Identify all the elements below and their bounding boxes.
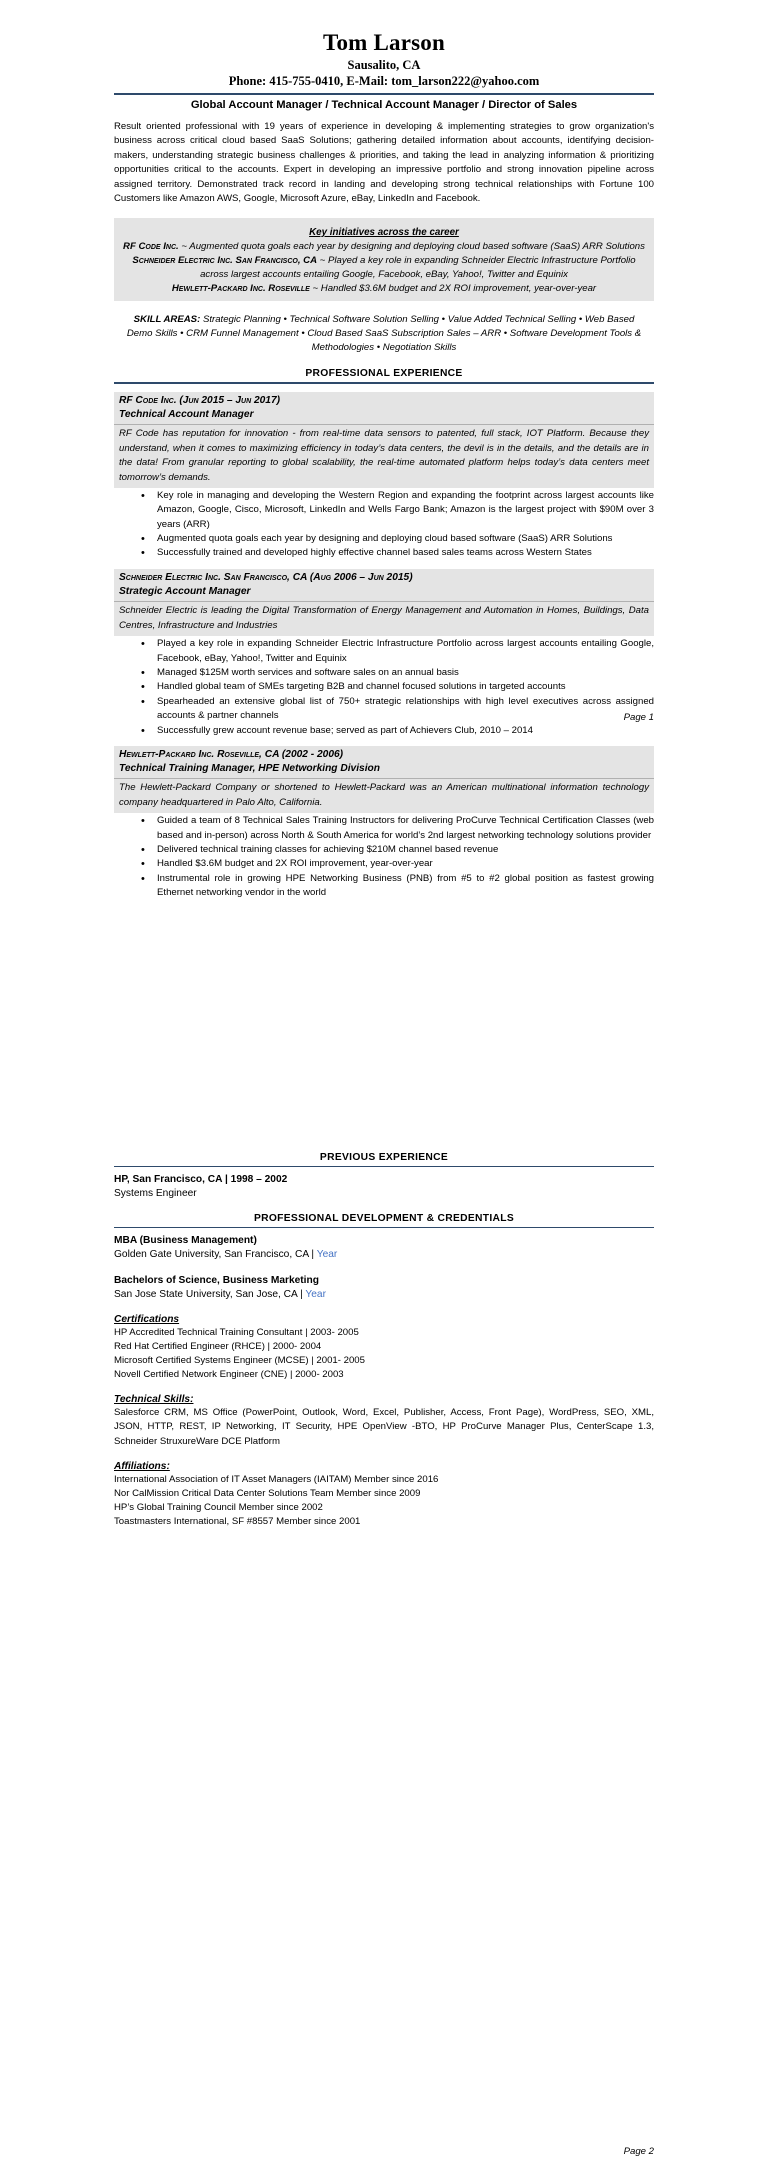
job-entry	[114, 569, 654, 738]
technical-skills-text: Salesforce CRM, MS Office (PowerPoint, Outlook, Word, Excel, Publisher, Access, Front Page), WordPress, SEO, XML, JSON, HTTP, REST, IP Networking, IT Security, HPE OpenView -BTO, HP ProCurve Manager Plus, CenterScape 1.3, Schneider StruxureWare DCE Platform	[114, 1406, 654, 1447]
affiliation-item: International Association of IT Asset Managers (IAITAM) Member since 2016	[114, 1474, 439, 1486]
education-entry	[114, 1234, 654, 1263]
certification-item: Novell Certified Network Engineer (CNE) | 2000- 2003	[114, 1369, 344, 1380]
job-role: Technical Account Manager	[119, 408, 254, 420]
job-description: RF Code has reputation for innovation - from real-time data sensors to patented, full stack, IOT Platform. Because they understand, when it comes to maximizing efficiency in today’s data centers, the devil is in the details, and the details are in the data! From granular reporting to global scalability, the real-time automated platform helps today’s data centers meet tomorrow’s demands.	[114, 425, 654, 488]
job-company: Schneider Electric Inc. San Francisco, CA (Aug 2006 – Jun 2015)	[119, 571, 413, 583]
certification-item: HP Accredited Technical Training Consultant | 2003- 2005	[114, 1327, 359, 1339]
key-initiative-text: ~ Augmented quota goals each year by designing and deploying cloud based software (SaaS) ARR Solutions	[178, 241, 645, 253]
job-bullets	[114, 489, 654, 561]
professional-summary: Result oriented professional with 19 years of experience in developing & implementing strategies to grow organization's business across critical cloud based SaaS Solutions; gathering detailed information about accounts, identifying decision-makers, understanding strategic business challenges & priorities, and taking the lead in analyzing information & prioritizing opportunities critical to the accounts. Expert in developing an impressive portfolio and strong innovation pipeline across assigned territory. Demonstrated track record in landing and developing strong technical relationships with Fortune 100 Customers like Amazon AWS, Google, Microsoft Azure, eBay, LinkedIn and Facebook.	[114, 120, 654, 205]
section-divider	[114, 382, 654, 384]
candidate-headline: Global Account Manager / Technical Account Manager / Director of Sales	[190, 99, 578, 111]
job-bullets	[114, 637, 654, 738]
affiliations-list	[114, 1473, 654, 1529]
education-school	[114, 1288, 654, 1302]
section-title-professional-development: PROFESSIONAL DEVELOPMENT & CREDENTIALS	[253, 1213, 515, 1225]
page-number-2: Page 2	[623, 2146, 654, 2157]
candidate-location: Sausalito, CA	[347, 57, 421, 72]
job-bullet: • Managed $125M worth services and software sales on an annual basis	[141, 666, 654, 680]
job-bullet: • Spearheaded an extensive global list of 750+ strategic relationships with high level executives across assigned accounts & partner channels	[141, 695, 654, 724]
candidate-contact: Phone: 415-755-0410, E-Mail: tom_larson222@yahoo.com	[228, 74, 540, 89]
candidate-name: Tom Larson	[323, 30, 445, 55]
job-header	[114, 392, 654, 425]
page-number-1: Page 1	[623, 712, 654, 723]
key-initiative-text: ~ Handled $3.6M budget and 2X ROI improvement, year-over-year	[309, 282, 597, 294]
resume-page-2	[0, 1086, 768, 2172]
job-company: RF Code Inc. (Jun 2015 – Jun 2017)	[119, 394, 281, 406]
key-initiative-company: RF Code Inc.	[123, 241, 179, 253]
job-bullet: • Played a key role in expanding Schneider Electric Infrastructure Portfolio across largest accounts entailing Google, Facebook, eBay, Yahoo!, Twitter and Equinix	[141, 637, 654, 666]
job-entry	[114, 746, 654, 901]
key-initiatives-box	[114, 218, 654, 301]
job-bullet: • Augmented quota goals each year by designing and deploying cloud based software (SaaS) ARR Solutions	[141, 532, 654, 546]
job-header	[114, 569, 654, 602]
previous-job-role: Systems Engineer	[114, 1188, 197, 1200]
job-bullets	[114, 814, 654, 900]
education-degree: Bachelors of Science, Business Marketing	[114, 1274, 319, 1286]
skill-areas-text: Strategic Planning • Technical Software Solution Selling • Value Added Technical Selling • Web Based Demo Skills • CRM Funnel Management • Cloud Based SaaS Subscription Sales – ARR • Software Development Tools & Methodologies • Negotiation Skills	[126, 313, 642, 354]
education-school	[114, 1248, 654, 1262]
certification-item: Red Hat Certified Engineer (RHCE) | 2000- 2004	[114, 1341, 322, 1353]
education-school-text: Golden Gate University, San Francisco, CA |	[114, 1249, 317, 1261]
job-description: Schneider Electric is leading the Digital Transformation of Energy Management and Automation in Homes, Buildings, Data Centres, Infrastructure and Industries	[114, 602, 654, 636]
job-bullet: • Guided a team of 8 Technical Sales Training Instructors for delivering ProCurve Technical Certification Classes (web based and in-person) across North & South America for world’s 2nd largest networking technology solutions provider	[141, 814, 654, 843]
previous-experience-entry	[114, 1173, 654, 1201]
certification-item: Microsoft Certified Systems Engineer (MCSE) | 2001- 2005	[114, 1355, 365, 1367]
job-description: The Hewlett-Packard Company or shortened to Hewlett-Packard was an American multinational information technology company headquartered in Palo Alto, California.	[114, 779, 654, 813]
section-divider	[114, 1227, 654, 1228]
job-bullet: • Successfully trained and developed highly effective channel based sales teams across Western States	[141, 546, 654, 560]
section-divider	[114, 1166, 654, 1167]
job-role: Strategic Account Manager	[119, 585, 251, 597]
affiliation-item: Nor CalMission Critical Data Center Solutions Team Member since 2009	[114, 1487, 421, 1499]
key-initiatives-title: Key initiatives across the career	[309, 227, 459, 239]
education-year: Year	[316, 1249, 338, 1261]
key-initiative-item	[120, 254, 648, 282]
job-bullet: • Successfully grew account revenue base; served as part of Achievers Club, 2010 – 2014	[141, 724, 654, 738]
education-entry	[114, 1274, 654, 1303]
job-bullet: • Handled global team of SMEs targeting B2B and channel focused solutions in targeted accounts	[141, 680, 654, 694]
section-title-professional-experience: PROFESSIONAL EXPERIENCE	[305, 367, 463, 379]
affiliation-item: Toastmasters International, SF #8557 Member since 2001	[114, 1515, 361, 1527]
job-company: Hewlett-Packard Inc. Roseville, CA (2002 - 2006)	[119, 748, 344, 760]
job-entry	[114, 392, 654, 561]
key-initiative-text: ~ Played a key role in expanding Schneider Electric Infrastructure Portfolio across largest accounts entailing Google, Facebook, eBay, Yahoo!, Twitter and Equinix	[200, 254, 636, 280]
certifications-heading: Certifications	[114, 1314, 180, 1326]
education-year: Year	[305, 1289, 326, 1300]
skill-areas	[114, 313, 654, 356]
key-initiative-item	[120, 282, 648, 296]
job-header	[114, 746, 654, 779]
technical-skills-heading: Technical Skills:	[114, 1393, 194, 1405]
skill-areas-label: SKILL AREAS:	[133, 313, 201, 325]
education-degree: MBA (Business Management)	[114, 1235, 257, 1247]
section-title-previous-experience: PREVIOUS EXPERIENCE	[319, 1152, 449, 1163]
affiliation-item: HP’s Global Training Council Member since 2002	[114, 1501, 323, 1513]
header-block	[114, 0, 654, 117]
certifications-list	[114, 1326, 654, 1382]
job-bullet: • Key role in managing and developing the Western Region and expanding the footprint across largest accounts like Amazon, Google, Cisco, Microsoft, LinkedIn and Wells Fargo Bank; Amazon is the largest project with $90M over 3 years (ARR)	[141, 489, 654, 532]
job-bullet: • Handled $3.6M budget and 2X ROI improvement, year-over-year	[141, 857, 654, 871]
education-school-text: San Jose State University, San Jose, CA |	[114, 1289, 306, 1300]
job-bullet: • Delivered technical training classes for achieving $210M channel based revenue	[141, 843, 654, 857]
header-divider	[114, 93, 654, 95]
job-role: Technical Training Manager, HPE Networking Division	[119, 762, 380, 774]
key-initiative-item	[120, 240, 648, 254]
job-bullet: • Instrumental role in growing HPE Networking Business (PNB) from #5 to #2 global position as fastest growing Ethernet networking vendor in the world	[141, 872, 654, 901]
key-initiative-company: Schneider Electric Inc. San Francisco, CA	[132, 254, 318, 266]
affiliations-heading: Affiliations:	[114, 1461, 170, 1473]
previous-job-title: HP, San Francisco, CA | 1998 – 2002	[114, 1174, 288, 1185]
key-initiative-company: Hewlett-Packard Inc. Roseville	[171, 282, 310, 294]
